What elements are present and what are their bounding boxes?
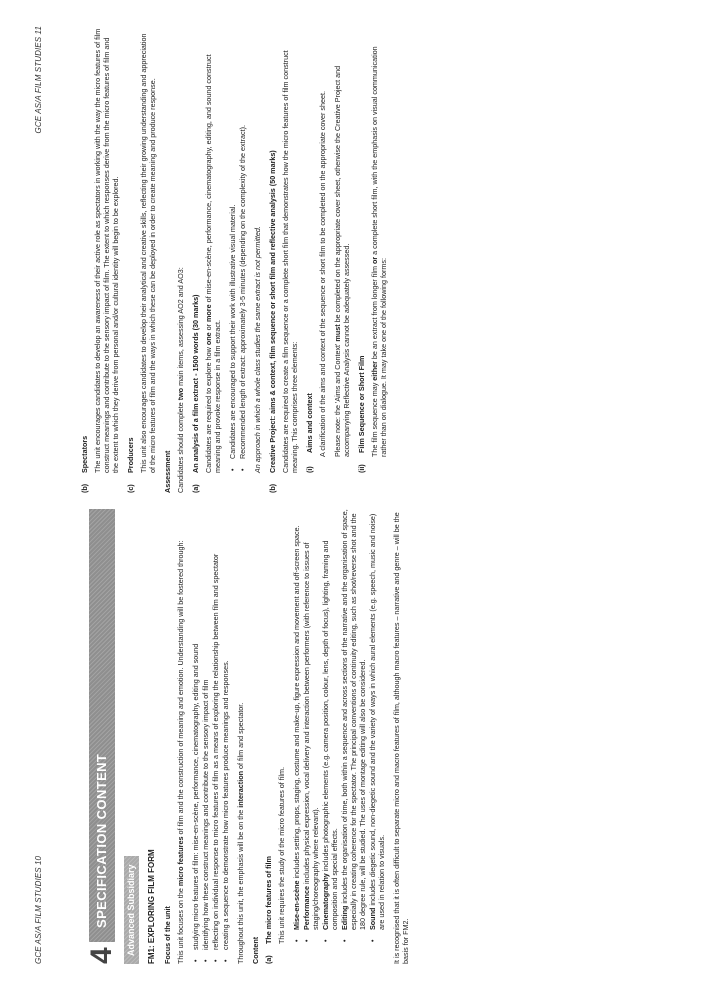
list-item: • studying micro features of film: mise-en-scène, performance, cinematography, editing and sound — [191, 509, 200, 964]
item-ii-heading: (ii) Film Sequence or Short Film — [357, 355, 366, 473]
page-10-body — [85, 509, 708, 964]
subsidiary-label: Advanced Subsidiary — [124, 856, 139, 964]
subsection-a-text: This unit requires the study of the micro features of film. — [277, 767, 287, 944]
closing-paragraph: It is recognised that it is often difficult to separate micro and macro features of film, although macro features – narrative and genre – will be the basis for FM2. — [392, 512, 411, 964]
page-header-right: GCE AS/A FILM STUDIES 11 — [34, 26, 43, 134]
list-item: • Candidates are encouraged to support their work with illustrative visual material. — [228, 28, 237, 473]
assessment-a-note: An approach in which a whole class studies the same extract is not permitted. — [253, 226, 262, 473]
item-i-heading: (i) Aims and context — [305, 393, 314, 473]
assessment-b-heading: (b) Creative Project: aims & context, film sequence or short film and reflective analysis (50 marks) — [268, 150, 277, 493]
page-11-body — [80, 28, 708, 493]
unit-title: FM1: EXPLORING FILM FORM — [147, 849, 157, 964]
micro-features-list — [292, 509, 386, 944]
page-10 — [0, 501, 728, 1002]
item-i-note: Please note: the 'Aims and Context' must be completed on the appropriate cover sheet, otherwise the Creative Project and accompanying Reflective Analysis cannot be adequately assessed. — [333, 65, 351, 457]
section-banner — [85, 509, 119, 964]
list-item: • Recommended length of extract: approximately 3-5 minutes (depending on the complexity of the extract). — [238, 28, 247, 473]
item-i-text: A clarification of the aims and context of the sequence or short film to be completed on the appropriate cover sheet. — [318, 91, 327, 457]
assessment-paragraph: Candidates should complete two main items, assessing AO2 and AO3: — [176, 267, 185, 493]
spectators-paragraph: The unit encourages candidates to develop an awareness of their active role as spectators in working with the way the micro features of film construct meanings and contribute to the sensory impact of film. The extent to which responses derive from the micro features of film and the extent to which they derive from personal and/or cultural identity will begin to be explored. — [93, 28, 120, 473]
page-header-left: GCE AS/A FILM STUDIES 10 — [34, 855, 43, 964]
section-number: 4 — [85, 947, 119, 964]
list-item: • Mise-en-scène includes setting, props, staging, costume and make-up, figure expression and movement and off-screen space. — [292, 509, 301, 944]
list-item: • creating a sequence to demonstrate how micro features produce meanings and responses. — [221, 509, 230, 964]
assessment-heading: Assessment — [163, 450, 172, 493]
subsection-c-heading: (c) Producers — [126, 437, 135, 493]
assessment-a-text: Candidates are required to explore how one or more of mise-en-scène, performance, cinematography, editing, and sound construct meaning and provoke response in a film extract. — [204, 54, 222, 473]
assessment-a-heading: (a) An analysis of a film extract - 1500 words (30 marks) — [191, 294, 200, 493]
item-ii-text: The film sequence may either be an extract from longer film or a complete short film, with the emphasis on visual communication rather than on dialogue. It may take one of the following forms: — [370, 46, 388, 457]
assessment-b-text: Candidates are required to create a film sequence or a complete short film that demonstrates how the micro features of film construct meaning. This comprises three elements: — [281, 50, 299, 473]
focus-heading: Focus of the unit — [163, 906, 173, 964]
assessment-a-list — [228, 28, 247, 473]
list-item: • Sound includes diegetic sound, non-diegetic sound and the variety of ways in which aural elements (e.g. speech, music and noise) are used in relation to visuals. — [368, 509, 386, 944]
list-item: • reflecting on individual response to micro features of film as a means of exploring the relationship between film and spectator — [211, 509, 220, 964]
producers-paragraph: This unit also encourages candidates to develop their analytical and creative skills, reflecting their growing understanding and appreciation of the micro features of film and the ways in which these can be deployed in order to create meaning and produce response. — [139, 33, 157, 473]
content-heading: Content — [251, 936, 261, 964]
list-item: • Cinematography includes photographic elements (e.g. camera position, colour, lens, depth of focus), lighting, framing and composition and special effects. — [321, 509, 339, 944]
list-item: • identifying how these construct meanings and contribute to the sensory impact of film — [201, 509, 210, 964]
section-title: SPECIFICATION CONTENT — [89, 509, 115, 942]
focus-bullet-list — [191, 509, 230, 964]
list-item: • Performance includes physical expression, vocal delivery and interaction between performers (with reference to issues of staging/choreography where relevant). — [302, 509, 320, 944]
list-item: • Editing includes the organisation of time, both within a sequence and across sections of the narrative and the organisation of space, especially in creating coherence for the spectator. The principal conventions of continuity editing, such as shot/reverse shot and the 180 degree rule, will be studied. The uses of montage editing will also be considered. — [340, 509, 367, 944]
focus-paragraph: This unit focuses on the micro features of film and the construction of meaning and emotion. Understanding will be fostered through: — [176, 540, 186, 964]
subsection-b-heading: (b) Spectators — [80, 435, 89, 493]
throughout-paragraph: Throughout this unit, the emphasis will be on the interaction of film and spectator. — [236, 702, 246, 964]
subsection-a-heading: (a) The micro features of film — [264, 856, 274, 964]
